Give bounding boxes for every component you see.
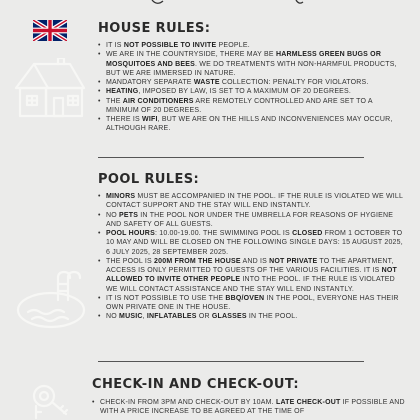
emphasis-text: HARMLESS GREEN BUGS OR MOSQUITOES AND BEES <box>106 51 382 68</box>
emphasis-text: NOT ALLOWED TO INVITE OTHER PEOPLE <box>106 267 398 284</box>
uk-flag-icon <box>33 20 67 41</box>
emphasis-text: HEATING <box>106 88 139 96</box>
rule-text: THERE IS <box>106 116 143 123</box>
house-rules-list <box>98 41 406 134</box>
rule-item <box>98 87 406 96</box>
rule-text: THE POOL IS <box>106 257 155 265</box>
emphasis-text: WIFI <box>142 116 158 123</box>
rule-text: PEOPLE. <box>216 42 250 49</box>
rule-text: : 10.00-19.00. THE SWIMMING POOL IS <box>154 230 293 237</box>
rule-text: OR <box>196 313 212 321</box>
pool-rules-list <box>98 192 406 322</box>
rule-text: NO <box>106 313 120 321</box>
rule-item <box>98 192 406 211</box>
checkin-list <box>92 398 406 417</box>
rule-item <box>92 398 406 417</box>
rule-item <box>98 294 406 313</box>
house-rules-section <box>98 21 406 134</box>
rule-item <box>98 211 406 230</box>
rule-text: ARE REMOTELY CONTROLLED AND ARE SET TO A MINIMUM OF 20 DEGREES. <box>106 97 373 114</box>
pool-rules-section <box>98 172 406 322</box>
rule-text: . WE DO TREATMENTS WITH NON-HARMFUL PRODUCTS, BUT WE ARE IMMERSED IN NATURE. <box>106 60 397 77</box>
pool-icon <box>14 270 88 332</box>
rule-text: INTO THE POOL. IF THE RULE IS VIOLATED WE WILL CONTACT ASSISTANCE AND THE STAY WILL END INSTANTLY. <box>106 276 395 293</box>
emphasis-text: PETS <box>119 211 139 219</box>
script-heading-fragment <box>60 0 360 10</box>
rule-text: AND IS <box>240 257 270 265</box>
pool-rules-title: POOL RULES: <box>98 172 200 187</box>
rule-text: , <box>142 313 147 321</box>
emphasis-text: 200M FROM THE HOUSE <box>154 257 241 265</box>
rule-text: THE <box>106 97 123 105</box>
emphasis-text: POOL HOURS <box>106 230 155 237</box>
keys-icon <box>28 382 84 420</box>
rule-item <box>98 115 406 134</box>
rule-text: IN THE POOL. <box>246 313 298 321</box>
checkin-section <box>92 377 406 417</box>
emphasis-text: INFLATABLES <box>146 313 197 321</box>
rule-item <box>98 229 406 257</box>
emphasis-text: NOT PRIVATE <box>269 257 318 265</box>
emphasis-text: WASTE <box>193 79 220 86</box>
emphasis-text: AIR CONDITIONERS <box>122 97 194 105</box>
rule-text: IT IS NOT POSSIBLE TO USE THE <box>106 294 226 302</box>
emphasis-text: GLASSES <box>211 313 247 321</box>
rule-item <box>98 257 406 294</box>
rule-text: WE ARE IN THE COUNTRYSIDE, THERE MAY BE <box>106 51 276 59</box>
house-icon <box>12 58 88 120</box>
rule-text: MANDATORY SEPARATE <box>106 79 194 86</box>
rule-text: FROM 1 OCTOBER TO 10 MAY AND WILL BE CLOSED ON THE FOLLOWING SINGLE DAYS: 15 AUGUST 2025, 6 JULY 2025, 28 SEPTEMBER 2025. <box>106 230 403 256</box>
rule-text: IN THE POOL NOR UNDER THE UMBRELLA FOR REASONS OF HYGIENE AND SAFETY OF ALL GUESTS. <box>106 211 394 228</box>
rule-text: IF POSSIBLE AND WITH A PRICE INCREASE TO BE AGREED AT THE TIME OF <box>100 399 405 416</box>
rule-item <box>98 97 406 116</box>
emphasis-text: CLOSED <box>292 230 323 237</box>
rule-item <box>98 50 406 78</box>
emphasis-text: LATE CHECK-OUT <box>275 399 341 406</box>
emphasis-text: MINORS <box>106 193 136 200</box>
emphasis-text: NOT POSSIBLE TO INVITE <box>123 42 217 49</box>
rule-text: , BUT WE ARE ON THE HILLS AND INCONVENIENCES MAY OCCUR, ALTHOUGH RARE. <box>106 116 393 133</box>
section-divider <box>98 361 364 362</box>
rule-item <box>98 312 406 321</box>
rule-text: COLLECTION: PENALTY FOR VIOLATORS. <box>219 79 369 86</box>
rule-text: MUST BE ACCOMPANIED IN THE POOL. IF THE RULE IS VIOLATED WE WILL CONTACT SUPPORT AND THE STAY WILL END INSTANTLY. <box>106 193 403 210</box>
checkin-title: CHECK-IN AND CHECK-OUT: <box>92 377 300 392</box>
rule-text: TO THE APARTMENT, ACCESS IS ONLY PERMITTED TO GUESTS OF THE VARIOUS FACILITIES. IT IS <box>106 257 394 274</box>
rule-text: NO <box>106 211 120 219</box>
rule-text: CHECK-IN FROM 3PM AND CHECK-OUT BY 10AM. <box>100 399 276 406</box>
rule-item <box>98 41 406 50</box>
rule-text: , IMPOSED BY LAW, IS SET TO A MAXIMUM OF 20 DEGREES. <box>138 88 352 96</box>
rule-text: IN THE POOL, EVERYONE HAS THEIR OWN PRIVATE ONE IN THE HOUSE. <box>106 294 399 311</box>
rule-text: IT IS <box>106 42 124 49</box>
house-rules-title: HOUSE RULES: <box>98 21 211 36</box>
section-divider <box>98 157 364 158</box>
emphasis-text: MUSIC <box>119 313 143 321</box>
rule-item <box>98 78 406 87</box>
emphasis-text: BBQ/OVEN <box>225 294 265 302</box>
